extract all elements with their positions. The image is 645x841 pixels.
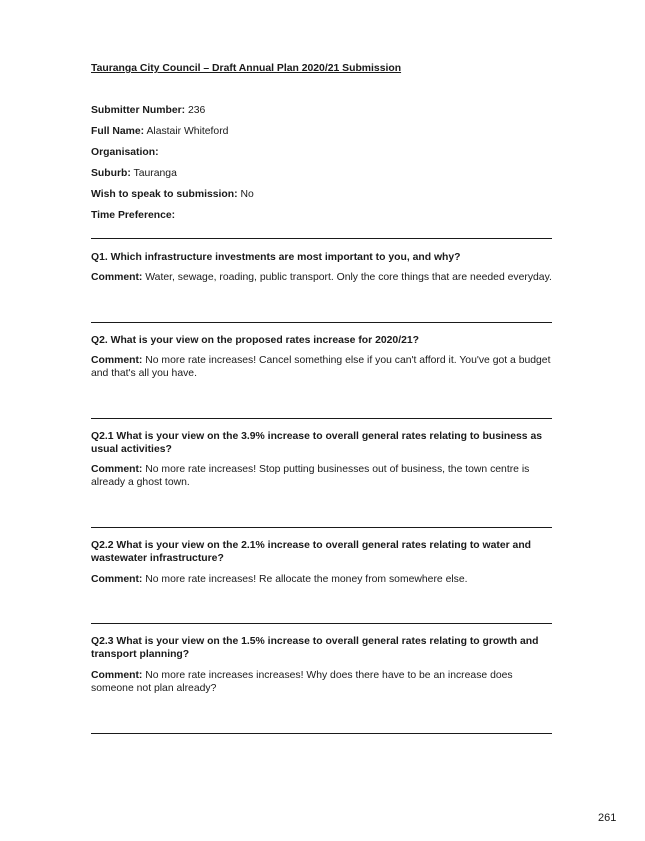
comment-text: No more rate increases! Re allocate the money from somewhere else. <box>145 574 468 585</box>
section-divider <box>91 322 552 323</box>
question-comment <box>91 354 556 380</box>
section-divider <box>91 418 552 419</box>
question-comment <box>91 463 556 489</box>
submitter-number-label: Submitter Number: <box>91 105 186 116</box>
comment-text: Water, sewage, roading, public transport. Only the core things that are needed everyday. <box>145 272 552 283</box>
comment-label: Comment: <box>91 355 143 366</box>
question-heading: Q1. Which infrastructure investments are most important to you, and why? <box>91 252 461 263</box>
comment-text: No more rate increases! Stop putting businesses out of business, the town centre is already a ghost town. <box>91 464 530 488</box>
comment-label: Comment: <box>91 272 143 283</box>
comment-label: Comment: <box>91 670 143 681</box>
submitter-number-field <box>91 104 205 117</box>
speak-label: Wish to speak to submission: <box>91 189 238 200</box>
submitter-number-value: 236 <box>188 105 206 116</box>
comment-label: Comment: <box>91 574 143 585</box>
question-heading: Q2.3 What is your view on the 1.5% increase to overall general rates relating to growth and transport planning? <box>91 636 539 660</box>
section-divider <box>91 238 552 239</box>
document-title: Tauranga City Council – Draft Annual Plan 2020/21 Submission <box>91 63 402 74</box>
question-comment <box>91 669 556 695</box>
suburb-value: Tauranga <box>133 168 177 179</box>
question-comment <box>91 573 556 586</box>
time-preference-field <box>91 209 175 222</box>
suburb-field <box>91 167 177 180</box>
question-heading: Q2.1 What is your view on the 3.9% increase to overall general rates relating to business as usual activities? <box>91 431 542 455</box>
full-name-label: Full Name: <box>91 126 145 137</box>
section-divider <box>91 527 552 528</box>
question-heading: Q2. What is your view on the proposed rates increase for 2020/21? <box>91 335 419 346</box>
organisation-label: Organisation: <box>91 147 159 158</box>
speak-value: No <box>240 189 254 200</box>
comment-text: No more rate increases increases! Why does there have to be an increase does someone not plan already? <box>91 670 513 694</box>
full-name-value: Alastair Whiteford <box>146 126 229 137</box>
comment-label: Comment: <box>91 464 143 475</box>
comment-text: No more rate increases! Cancel something else if you can't afford it. You've got a budget and that's all you have. <box>91 355 551 379</box>
full-name-field <box>91 125 228 138</box>
page-number: 261 <box>598 812 617 824</box>
organisation-field <box>91 146 159 159</box>
question-heading: Q2.2 What is your view on the 2.1% increase to overall general rates relating to water and wastewater infrastructure? <box>91 540 532 564</box>
speak-field <box>91 188 254 201</box>
suburb-label: Suburb: <box>91 168 131 179</box>
time-preference-label: Time Preference: <box>91 210 176 221</box>
section-divider <box>91 733 552 734</box>
question-comment <box>91 271 556 284</box>
section-divider <box>91 623 552 624</box>
